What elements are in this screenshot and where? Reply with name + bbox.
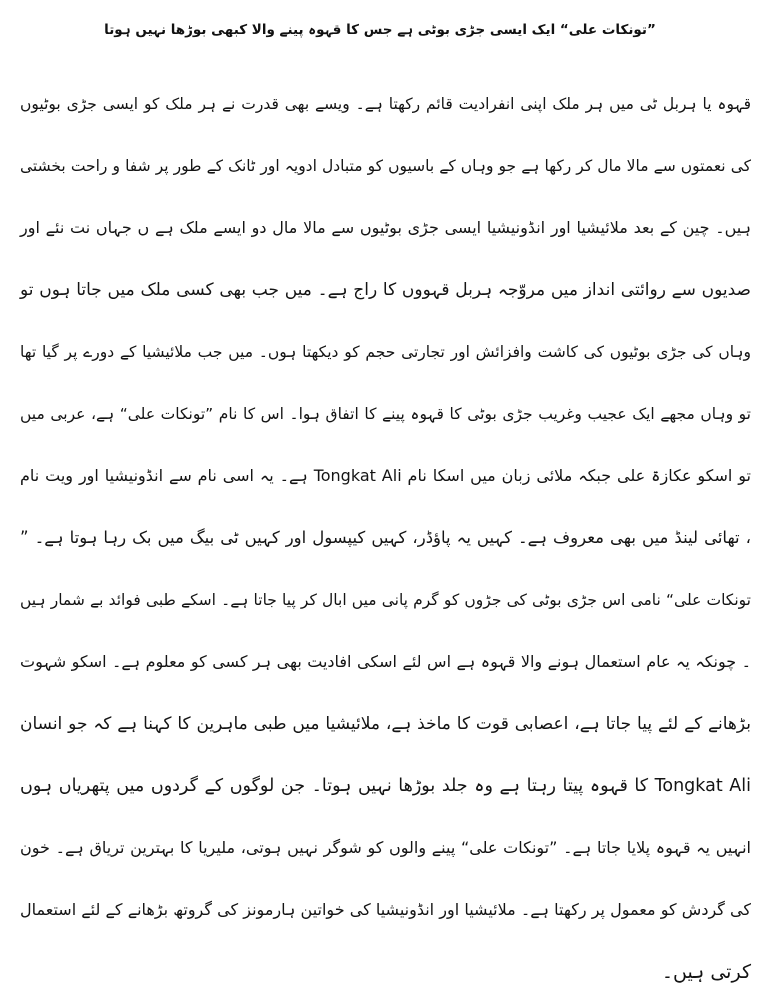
article-heading: ”تونکات علی“ ایک ایسی جڑی بوٹی ہے جس کا قہوہ پینے والا کبھی بوڑھا نہیں ہوتا bbox=[104, 22, 656, 38]
body-line-12: Tongkat Ali کا قہوہ پیتا رہتا ہے وہ جلد بوڑھا نہیں ہوتا۔ جن لوگوں کے گردوں میں پتھریاں ہوں bbox=[20, 776, 751, 796]
body-line-7: تو اسکو عکازۃ علی جبکہ ملائی زبان میں اسکا نام Tongkat Ali ہے۔ یہ اسی نام سے انڈونیشیا اور ویت نام bbox=[20, 466, 751, 485]
body-line-5: وہاں کی جڑی بوٹیوں کی کاشت وافزائش اور تجارتی حجم کو دیکھتا ہوں۔ میں جب ملائیشیا کے دورے پر گیا تھا bbox=[20, 343, 751, 361]
body-line-2: کی نعمتوں سے مالا مال کر رکھا ہے جو وہاں کے باسیوں کو متبادل ادویہ اور ٹانک کے طور پر شفا و راحت بخشتی bbox=[20, 157, 751, 175]
body-line-4: صدیوں سے روائتی انداز میں مروّجہ ہربل قہووں کا راج ہے۔ میں جب بھی کسی ملک میں جاتا ہوں تو bbox=[20, 280, 751, 300]
body-line-6: تو وہاں مجھے ایک عجیب وغریب جڑی بوٹی کا قہوہ پینے کا اتفاق ہوا۔ اس کا نام ”تونکات علی“ ہے، عربی میں bbox=[20, 405, 751, 423]
body-line-8: ، تھائی لینڈ میں بھی معروف ہے۔ کہیں یہ پاؤڈر، کہیں کیپسول اور کہیں ٹی بیگ میں بک رہا ہوتا ہے۔ ” bbox=[20, 528, 751, 547]
body-line-1: قہوہ یا ہربل ٹی میں ہر ملک اپنی انفرادیت قائم رکھتا ہے۔ ویسے بھی قدرت نے ہر ملک کو ایسی جڑی بوٹیوں bbox=[20, 95, 751, 113]
body-line-3: ہیں۔ چین کے بعد ملائیشیا اور انڈونیشیا ایسی جڑی بوٹیوں سے مالا مال دو ایسے ملک ہے ں جہاں نت نئے اور bbox=[20, 218, 751, 237]
body-line-9: تونکات علی“ نامی اس جڑی بوٹی کی جڑوں کو گرم پانی میں ابال کر پیا جاتا ہے۔ اسکے طبی فوائد بے شمار ہیں bbox=[20, 591, 751, 609]
body-line-11: بڑھانے کے لئے پیا جاتا ہے، اعصابی قوت کا ماخذ ہے، ملائیشیا میں طبی ماہرین کا کہنا ہے کہ جو انسان bbox=[20, 714, 751, 734]
body-line-10: ۔ چونکہ یہ عام استعمال ہونے والا قہوہ ہے اس لئے اسکی افادیت بھی ہر کسی کو معلوم ہے۔ اسکو شہوت bbox=[20, 652, 751, 671]
body-line-15: کرتی ہیں۔ bbox=[661, 961, 751, 983]
body-line-13: انہیں یہ قہوہ پلایا جاتا ہے۔ ”تونکات علی“ پینے والوں کو شوگر نہیں ہوتی، ملیریا کا بہترین تریاق ہے۔ خون bbox=[20, 838, 751, 857]
body-line-14: کی گردش کو معمول پر رکھتا ہے۔ ملائیشیا اور انڈونیشیا کی خواتین ہارمونز کی گروتھ بڑھانے کے لئے استعمال bbox=[20, 900, 751, 919]
